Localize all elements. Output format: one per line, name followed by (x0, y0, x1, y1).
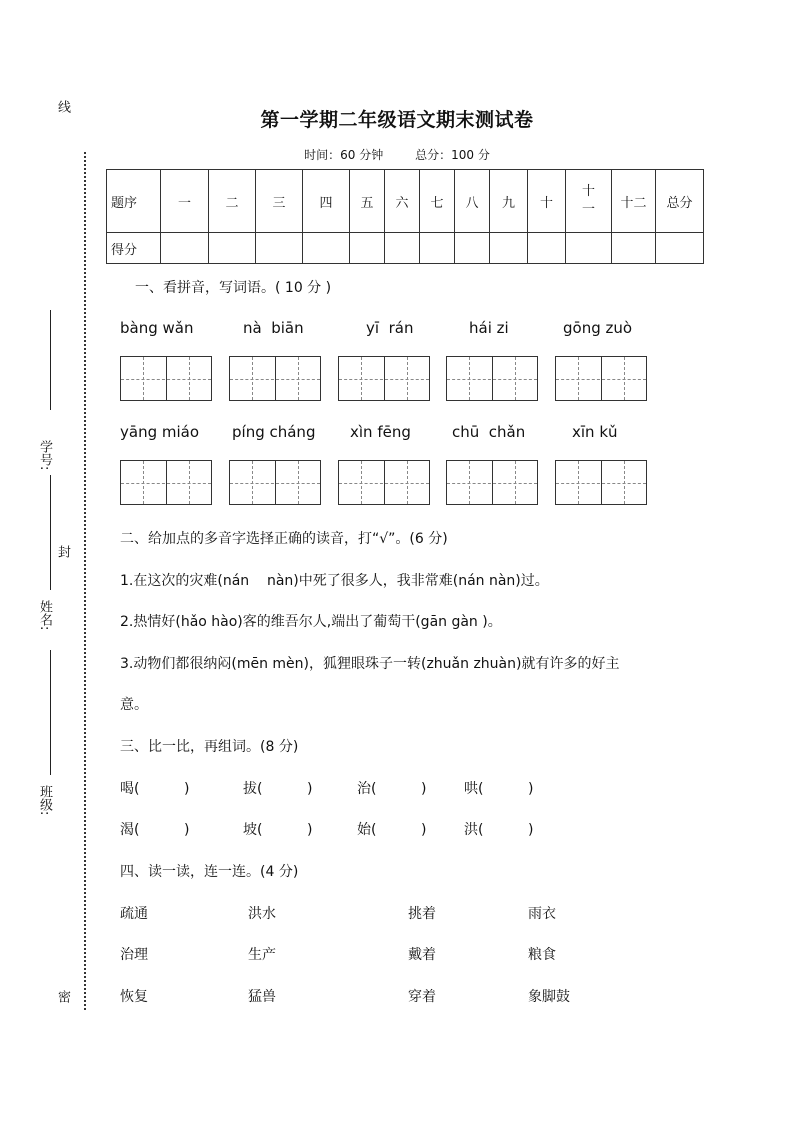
header-cell: 十 (528, 170, 566, 233)
score-cell[interactable] (350, 233, 385, 264)
writing-grid[interactable] (338, 460, 430, 505)
header-cell: 六 (385, 170, 420, 233)
writing-grid[interactable] (229, 460, 321, 505)
pinyin-7: píng cháng (232, 423, 316, 441)
section1-heading: 一、看拼音，写词语。( 10 分 ) (135, 280, 332, 296)
compare-item[interactable]: 洪( ) (464, 822, 534, 838)
student-id-label: 学号: (37, 440, 52, 471)
pinyin-1: bàng wǎn (120, 319, 194, 337)
score-cell[interactable] (528, 233, 566, 264)
pinyin-9: chū chǎn (452, 423, 526, 441)
match-word[interactable]: 治理 (120, 947, 148, 963)
section2-heading: 二、给加点的多音字选择正确的读音，打“√”。(6 分) (120, 531, 448, 547)
page-title: 第一学期二年级语文期末测试卷 (260, 109, 534, 131)
writing-grid[interactable] (446, 460, 538, 505)
section3-heading: 三、比一比，再组词。(8 分) (120, 739, 299, 755)
compare-item[interactable]: 治( ) (357, 781, 427, 797)
score-cell[interactable] (385, 233, 420, 264)
pinyin-2: nà biān (243, 319, 304, 337)
pinyin-3: yī rán (366, 319, 414, 337)
header-cell: 十二 (612, 170, 656, 233)
match-word[interactable]: 猛兽 (248, 989, 276, 1005)
margin-mark-feng: 封 (55, 545, 70, 558)
margin-mark-mi: 密 (55, 990, 70, 1003)
score-cell[interactable] (656, 233, 704, 264)
match-word[interactable]: 生产 (248, 947, 276, 963)
match-word[interactable]: 恢复 (120, 989, 148, 1005)
compare-item[interactable]: 坡( ) (243, 822, 313, 838)
section2-question-2: 2.热情好(hǎo hào)客的维吾尔人,端出了葡萄干(gān gàn )。 (120, 614, 502, 630)
match-word[interactable]: 戴着 (408, 947, 436, 963)
header-cell: 八 (455, 170, 490, 233)
name-blank[interactable] (50, 475, 51, 590)
header-cell: 总分 (656, 170, 704, 233)
writing-grid[interactable] (120, 356, 212, 401)
section2-question-3: 3.动物们都很纳闷(mēn mèn)，狐狸眼珠子一转(zhuǎn zhuàn)就有许多的好主 (120, 656, 620, 672)
section2-question-1: 1.在这次的灾难(nán nàn)中死了很多人，我非常难(nán nàn)过。 (120, 573, 549, 589)
score-cell[interactable] (256, 233, 303, 264)
match-word[interactable]: 象脚鼓 (528, 989, 570, 1005)
compare-item[interactable]: 喝( ) (120, 781, 190, 797)
header-cell: 五 (350, 170, 385, 233)
match-word[interactable]: 挑着 (408, 906, 436, 922)
header-cell: 三 (256, 170, 303, 233)
writing-grid[interactable] (229, 356, 321, 401)
score-table (106, 169, 704, 264)
header-cell: 二 (209, 170, 256, 233)
score-cell[interactable] (455, 233, 490, 264)
score-cell[interactable] (612, 233, 656, 264)
pinyin-4: hái zi (469, 319, 509, 337)
section4-heading: 四、读一读，连一连。(4 分) (120, 864, 299, 880)
compare-item[interactable]: 哄( ) (464, 781, 534, 797)
score-cell[interactable] (566, 233, 612, 264)
class-label: 班级: (37, 785, 52, 816)
score-cell[interactable] (303, 233, 350, 264)
header-cell: 四 (303, 170, 350, 233)
header-cell: 一 (161, 170, 209, 233)
pinyin-5: gōng zuò (563, 319, 633, 337)
match-word[interactable]: 疏通 (120, 906, 148, 922)
header-cell: 题序 (107, 170, 161, 233)
pinyin-8: xìn fēng (350, 423, 411, 441)
score-value-row (107, 233, 704, 264)
compare-item[interactable]: 始( ) (357, 822, 427, 838)
writing-grid[interactable] (120, 460, 212, 505)
score-cell[interactable] (161, 233, 209, 264)
compare-item[interactable]: 拔( ) (243, 781, 313, 797)
exam-info (0, 146, 794, 163)
score-cell[interactable] (209, 233, 256, 264)
student-id-blank[interactable] (50, 310, 51, 410)
writing-grid[interactable] (555, 460, 647, 505)
score-cell[interactable] (490, 233, 528, 264)
binding-dotted-line (84, 152, 86, 1010)
writing-grid[interactable] (338, 356, 430, 401)
header-cell-eleven: 十 一 (581, 184, 595, 217)
exam-time: 时间：60 分钟 (304, 148, 384, 162)
margin-mark-xian: 线 (55, 100, 70, 113)
pinyin-10: xīn kǔ (572, 423, 618, 441)
header-cell: 九 (490, 170, 528, 233)
class-blank[interactable] (50, 650, 51, 775)
header-cell (566, 170, 612, 233)
score-cell[interactable] (420, 233, 455, 264)
compare-item[interactable]: 渴( ) (120, 822, 190, 838)
header-cell: 七 (420, 170, 455, 233)
writing-grid[interactable] (446, 356, 538, 401)
match-word[interactable]: 穿着 (408, 989, 436, 1005)
pinyin-6: yāng miáo (120, 423, 200, 441)
writing-grid[interactable] (555, 356, 647, 401)
name-label: 姓名: (37, 600, 52, 631)
score-header-row (107, 170, 704, 233)
match-word[interactable]: 洪水 (248, 906, 276, 922)
section2-question-3-cont: 意。 (120, 697, 148, 713)
match-word[interactable]: 粮食 (528, 947, 556, 963)
score-row-label: 得分 (107, 233, 161, 264)
exam-total: 总分：100 分 (415, 148, 490, 162)
match-word[interactable]: 雨衣 (528, 906, 556, 922)
